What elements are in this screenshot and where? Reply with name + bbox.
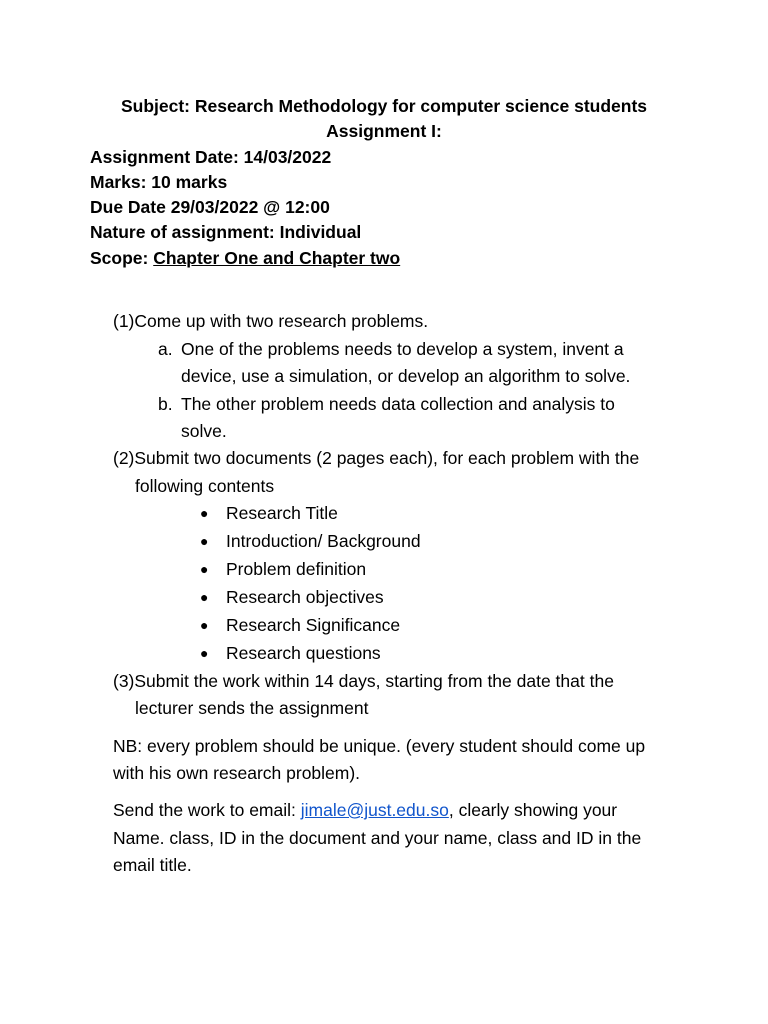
task-2-line-1: (2)Submit two documents (2 pages each), for each problem with the [113,448,640,468]
scope-label: Scope: [90,248,154,268]
subject-heading: Subject: Research Methodology for computer science students [120,96,648,116]
bullet-icon: ● [200,589,209,605]
task-1a-line-2: device, use a simulation, or develop an algorithm to solve. [181,366,631,386]
email-link[interactable]: jimale@just.edu.so [300,800,449,820]
send-line-1 [113,800,617,821]
task-3-line-2: lecturer sends the assignment [135,698,369,718]
task-1-text: (1)Come up with two research problems. [113,311,429,331]
assignment-nature: Nature of assignment: Individual [90,222,362,242]
task-1b-line-2: solve. [181,421,227,441]
bullet-icon: ● [200,533,209,549]
list-item-problem-definition: Problem definition [226,559,367,579]
send-line-3: email title. [113,855,192,875]
bullet-icon: ● [200,645,209,661]
marks: Marks: 10 marks [90,172,228,192]
list-item-research-questions: Research questions [226,643,381,663]
note-line-2: with his own research problem). [113,763,361,783]
scope-value: Chapter One and Chapter two [153,248,401,268]
bullet-icon: ● [200,561,209,577]
note-line-1: NB: every problem should be unique. (every student should come up [113,736,646,756]
task-1a-line-1: One of the problems needs to develop a system, invent a [181,339,624,359]
task-1a-marker: a. [158,339,173,359]
task-2-line-2: following contents [135,476,275,496]
assignment-date: Assignment Date: 14/03/2022 [90,147,332,167]
bullet-icon: ● [200,617,209,633]
due-date: Due Date 29/03/2022 @ 12:00 [90,197,330,217]
send-prefix: Send the work to email: [113,800,301,820]
task-1b-line-1: The other problem needs data collection and analysis to [181,394,615,414]
list-item-introduction: Introduction/ Background [226,531,421,551]
send-line-2: Name. class, ID in the document and your name, class and ID in the [113,828,642,848]
assignment-title: Assignment I: [326,121,442,141]
scope-line [90,248,400,269]
send-suffix: , clearly showing your [448,800,618,820]
list-item-research-title: Research Title [226,503,338,523]
bullet-icon: ● [200,505,209,521]
task-1b-marker: b. [158,394,173,414]
list-item-research-significance: Research Significance [226,615,401,635]
list-item-research-objectives: Research objectives [226,587,384,607]
task-3-line-1: (3)Submit the work within 14 days, starting from the date that the [113,671,614,691]
